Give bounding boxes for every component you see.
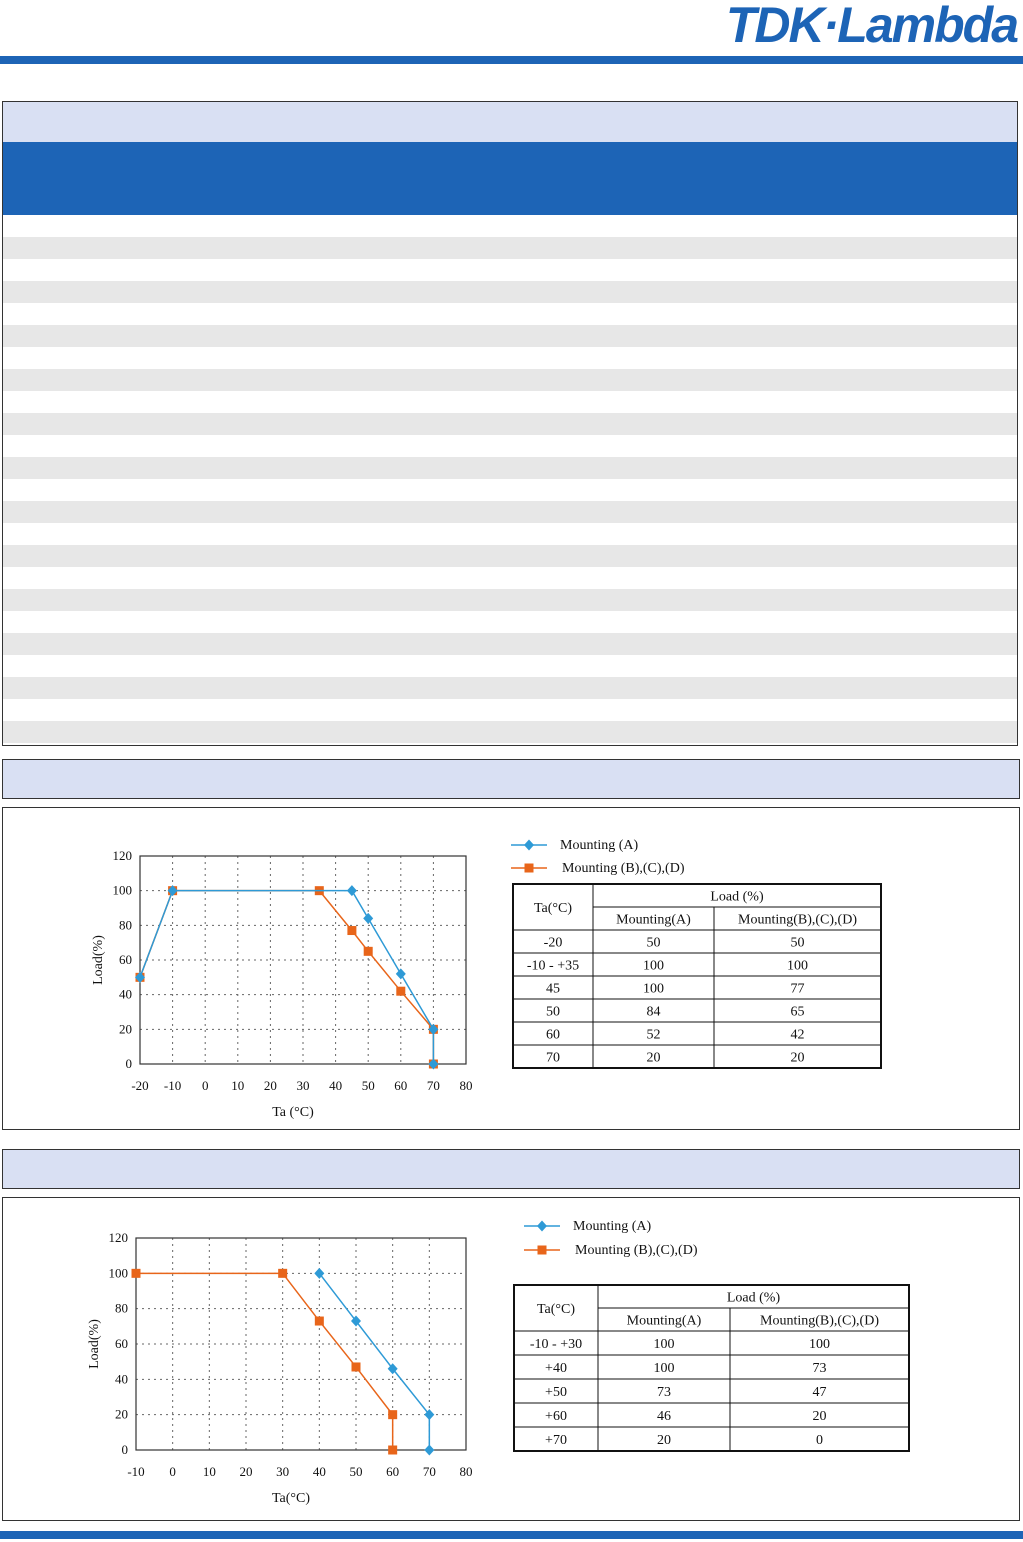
- header-rule: [0, 56, 1023, 64]
- table-cell-ta: +60: [545, 1409, 567, 1424]
- derating-chart-1: [3, 808, 1019, 1129]
- spec-row: [3, 369, 1017, 391]
- table-cell-load-a: 100: [643, 981, 664, 997]
- table-header-load: Load (%): [710, 889, 764, 905]
- spec-row: [3, 457, 1017, 479]
- series-line-mounting-a: [319, 1273, 429, 1450]
- table-header-ta: Ta(°C): [533, 901, 573, 916]
- spec-row: [3, 699, 1017, 721]
- table-header-load: Load (%): [726, 1290, 781, 1306]
- legend-label-mounting-a: Mounting (A): [573, 1219, 652, 1234]
- x-tick-label: 0: [201, 1078, 209, 1093]
- data-point-mounting-bcd: [388, 1410, 397, 1419]
- derating-panel-2: [2, 1197, 1020, 1521]
- footer-rule: [0, 1531, 1023, 1539]
- data-point-mounting-a: [347, 885, 357, 896]
- spec-row: [3, 611, 1017, 633]
- spec-row: [3, 325, 1017, 347]
- spec-row: [3, 347, 1017, 369]
- table-header-ta: Ta(°C): [536, 1302, 576, 1317]
- table-cell-load-bcd: 0: [816, 1433, 823, 1448]
- data-point-mounting-bcd: [132, 1269, 141, 1278]
- table-cell-load-bcd: 42: [790, 1027, 805, 1043]
- table-cell-ta: +70: [545, 1433, 567, 1448]
- y-tick-label: 60: [115, 1336, 128, 1351]
- data-point-mounting-a: [363, 913, 373, 924]
- table-header-mounting-a: Mounting(A): [616, 912, 691, 928]
- table-cell-load-a: 20: [657, 1433, 671, 1448]
- data-point-mounting-a: [396, 968, 406, 979]
- spec-row: [3, 589, 1017, 611]
- x-tick-label: 50: [361, 1078, 375, 1093]
- x-tick-label: 50: [349, 1464, 363, 1479]
- x-tick-label: 40: [312, 1464, 326, 1479]
- spec-row: [3, 391, 1017, 413]
- y-tick-label: 100: [108, 1265, 128, 1281]
- spec-row: [3, 413, 1017, 435]
- y-tick-label: 20: [119, 1021, 132, 1037]
- table-cell-load-bcd: 20: [812, 1409, 827, 1424]
- derating-section-header-2: [2, 1149, 1020, 1189]
- x-tick-label: -10: [163, 1078, 182, 1093]
- table-cell-ta: +40: [545, 1361, 567, 1376]
- data-point-mounting-a: [424, 1445, 434, 1456]
- spec-row: [3, 479, 1017, 501]
- series-line-mounting-bcd: [140, 891, 433, 1064]
- legend-label-mounting-bcd: Mounting (B),(C),(D): [575, 1243, 698, 1258]
- spec-row: [3, 655, 1017, 677]
- x-tick-label: -20: [131, 1078, 149, 1093]
- y-tick-label: 40: [115, 1371, 128, 1387]
- table-cell-load-bcd: 100: [809, 1337, 830, 1352]
- table-cell-load-bcd: 20: [790, 1050, 805, 1066]
- x-tick-label: 80: [459, 1464, 473, 1479]
- y-tick-label: 120: [112, 848, 132, 863]
- y-tick-label: 60: [119, 952, 132, 967]
- data-point-mounting-bcd: [278, 1269, 287, 1278]
- spec-row: [3, 281, 1017, 303]
- legend-marker-diamond: [537, 1221, 547, 1232]
- x-tick-label: 0: [169, 1464, 176, 1479]
- spec-title-bar: [3, 102, 1017, 142]
- legend-marker-diamond: [524, 840, 534, 851]
- table-cell-load-bcd: 73: [812, 1361, 827, 1376]
- spec-row: [3, 677, 1017, 699]
- y-tick-label: 120: [108, 1230, 128, 1245]
- y-axis-label: Load(%): [87, 1319, 102, 1369]
- table-cell-load-bcd: 47: [812, 1385, 827, 1400]
- derating-chart-2: [3, 1198, 1019, 1520]
- table-cell-load-a: 100: [653, 1337, 675, 1352]
- spec-row: [3, 215, 1017, 237]
- spec-rows: [3, 215, 1017, 743]
- spec-row: [3, 545, 1017, 567]
- x-tick-label: 60: [394, 1078, 408, 1093]
- x-tick-label: 60: [386, 1464, 400, 1479]
- table-header-mounting-a: Mounting(A): [626, 1313, 702, 1329]
- x-tick-label: -10: [127, 1464, 145, 1479]
- spec-row: [3, 435, 1017, 457]
- table-cell-ta: 45: [546, 981, 560, 997]
- spec-row: [3, 501, 1017, 523]
- spec-row: [3, 303, 1017, 325]
- spec-row: [3, 523, 1017, 545]
- x-axis-label: Ta(°C): [271, 1491, 311, 1506]
- legend-label-mounting-a: Mounting (A): [560, 838, 639, 853]
- data-point-mounting-bcd: [352, 1362, 361, 1371]
- legend-marker-square: [538, 1246, 547, 1255]
- table-cell-load-bcd: 100: [787, 958, 808, 974]
- table-cell-load-a: 73: [657, 1385, 671, 1400]
- load-table: [514, 1285, 909, 1451]
- table-cell-load-a: 50: [646, 935, 661, 951]
- spec-column-header: [3, 142, 1017, 215]
- data-point-mounting-bcd: [364, 947, 373, 956]
- data-point-mounting-bcd: [347, 926, 356, 935]
- load-table: [513, 884, 881, 1068]
- legend-label-mounting-bcd: Mounting (B),(C),(D): [562, 861, 685, 876]
- spec-row: [3, 237, 1017, 259]
- y-tick-label: 0: [125, 1056, 132, 1071]
- x-axis-label: Ta (°C): [272, 1105, 314, 1120]
- y-tick-label: 100: [112, 882, 132, 898]
- derating-panel-1: [2, 807, 1020, 1130]
- x-tick-label: 70: [422, 1464, 436, 1479]
- series-line-mounting-bcd: [136, 1273, 393, 1450]
- spec-row: [3, 721, 1017, 743]
- x-tick-label: 40: [329, 1078, 343, 1093]
- specification-table: [2, 101, 1018, 746]
- legend-marker-square: [525, 864, 534, 873]
- table-cell-ta: 50: [546, 1004, 560, 1020]
- table-cell-ta: 60: [546, 1027, 560, 1043]
- data-point-mounting-bcd: [315, 1317, 324, 1326]
- table-header-mounting-bcd: Mounting(B),(C),(D): [738, 912, 857, 928]
- table-cell-ta: -10 - +30: [529, 1337, 583, 1352]
- table-cell-load-a: 52: [646, 1027, 661, 1043]
- table-cell-load-bcd: 50: [790, 935, 805, 951]
- y-tick-label: 0: [121, 1442, 128, 1457]
- y-tick-label: 80: [115, 1300, 128, 1316]
- x-tick-label: 10: [231, 1078, 245, 1093]
- table-cell-load-a: 46: [657, 1409, 671, 1424]
- tdk-lambda-logo: TDK·Lambda: [725, 0, 1017, 53]
- table-cell-load-a: 84: [646, 1004, 661, 1020]
- table-cell-ta: 70: [546, 1050, 560, 1066]
- y-tick-label: 40: [119, 986, 132, 1002]
- x-tick-label: 20: [239, 1464, 253, 1479]
- derating-section-header-1: [2, 759, 1020, 799]
- table-cell-ta: -10 - +35: [526, 958, 580, 974]
- table-cell-ta: -20: [543, 935, 563, 951]
- x-tick-label: 20: [263, 1078, 277, 1093]
- table-cell-load-a: 20: [646, 1050, 661, 1066]
- spec-row: [3, 259, 1017, 281]
- x-tick-label: 30: [276, 1464, 290, 1479]
- spec-row: [3, 567, 1017, 589]
- table-cell-ta: +50: [545, 1385, 567, 1400]
- data-point-mounting-bcd: [388, 1446, 397, 1455]
- x-tick-label: 30: [296, 1078, 310, 1093]
- table-cell-load-a: 100: [653, 1361, 675, 1376]
- x-tick-label: 70: [426, 1078, 440, 1093]
- y-tick-label: 20: [115, 1406, 128, 1422]
- x-tick-label: 10: [202, 1464, 216, 1479]
- table-header-mounting-bcd: Mounting(B),(C),(D): [760, 1313, 879, 1329]
- table-cell-load-bcd: 65: [790, 1004, 805, 1020]
- x-tick-label: 80: [459, 1078, 473, 1093]
- spec-row: [3, 633, 1017, 655]
- y-axis-label: Load(%): [91, 935, 106, 985]
- data-point-mounting-bcd: [396, 987, 405, 996]
- table-cell-load-bcd: 77: [790, 981, 805, 997]
- y-tick-label: 80: [119, 917, 132, 933]
- table-cell-load-a: 100: [643, 958, 664, 974]
